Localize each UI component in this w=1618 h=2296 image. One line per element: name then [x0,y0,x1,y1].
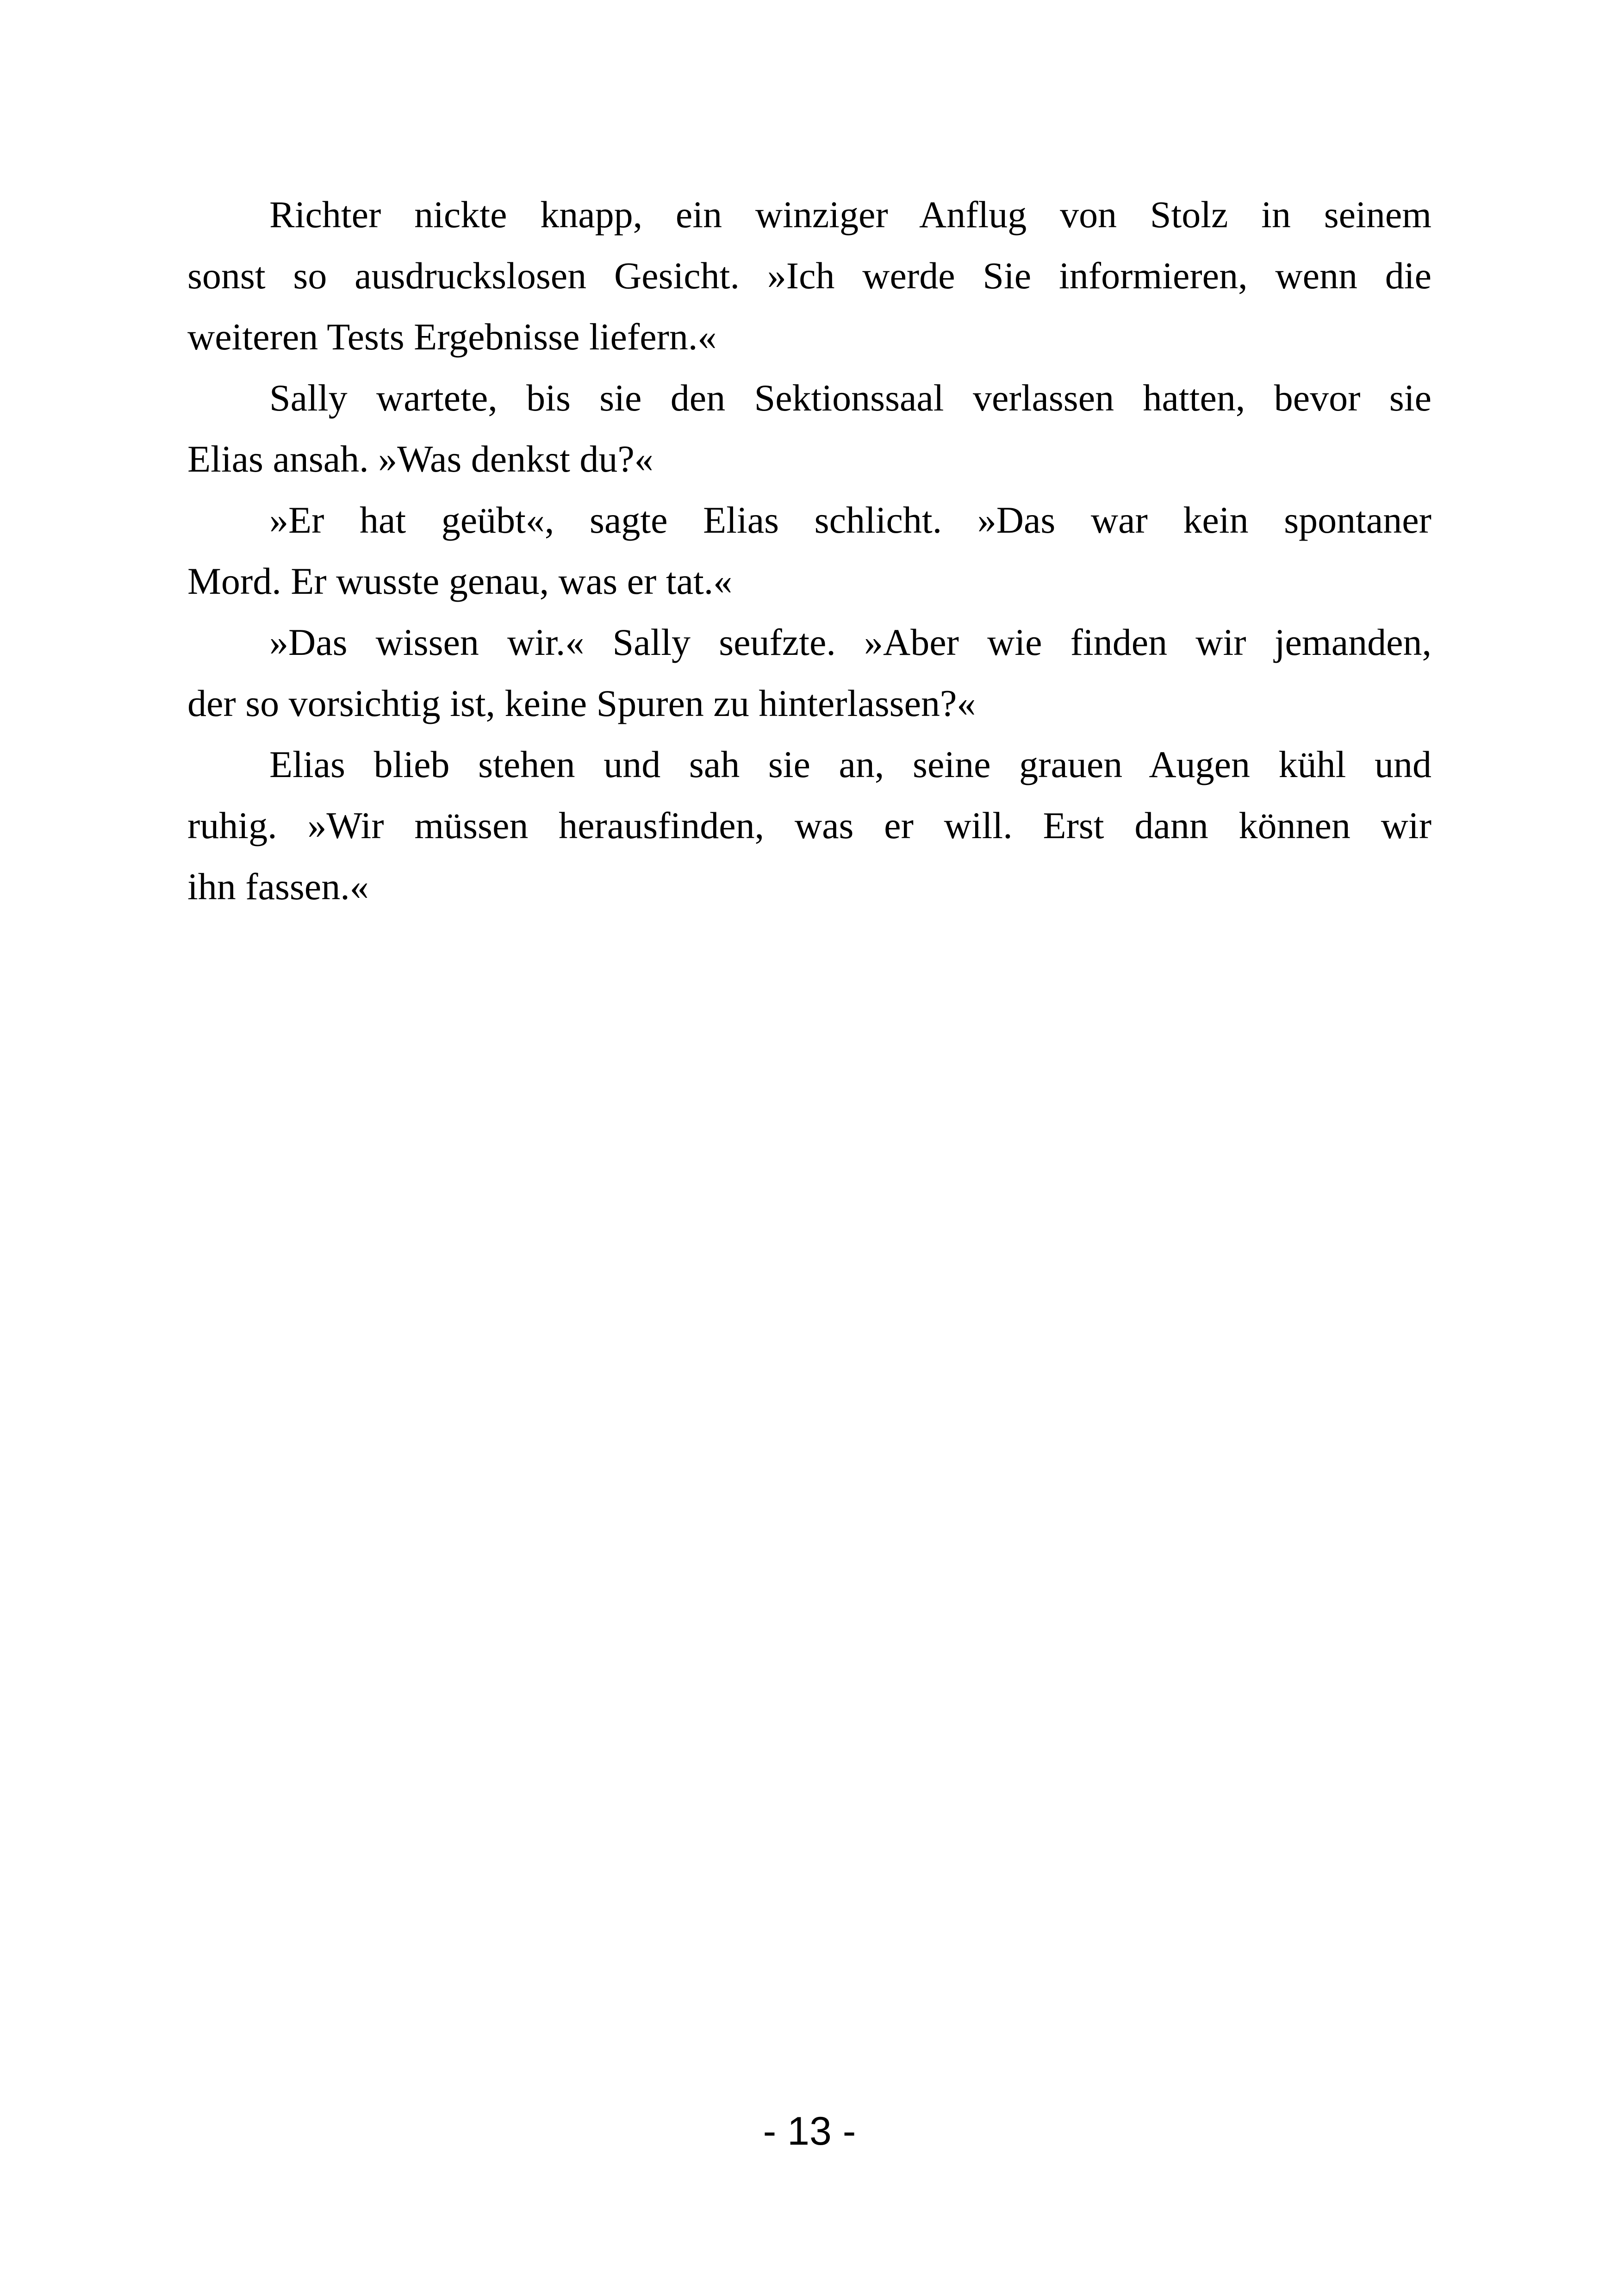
body-line: Elias ansah. »Was denkst du?« [187,438,653,480]
body-line: sonst so ausdruckslosen Gesicht. »Ich werde Sie informieren, wenn die [187,255,1431,297]
body-line: der so vorsichtig ist, keine Spuren zu hinterlassen?« [187,682,976,724]
body-text [187,184,1431,917]
body-line: »Das wissen wir.« Sally seufzte. »Aber wie finden wir jemanden, [269,621,1431,663]
paragraph [187,490,1431,612]
body-line: Elias blieb stehen und sah sie an, seine grauen Augen kühl und [269,743,1431,785]
paragraph [187,734,1431,917]
body-line: Mord. Er wusste genau, was er tat.« [187,560,733,602]
body-line: Richter nickte knapp, ein winziger Anflug von Stolz in seinem [269,193,1431,236]
body-line: Sally wartete, bis sie den Sektionssaal verlassen hatten, bevor sie [269,377,1431,419]
body-line: ruhig. »Wir müssen herausfinden, was er will. Erst dann können wir [187,804,1431,846]
page-number: - 13 - [763,2109,856,2153]
body-line: »Er hat geübt«, sagte Elias schlicht. »Das war kein spontaner [269,499,1431,541]
page-footer [187,2111,1431,2151]
body-line: ihn fassen.« [187,865,369,908]
paragraph [187,367,1431,490]
paragraph [187,612,1431,734]
paragraph [187,184,1431,367]
body-line: weiteren Tests Ergebnisse liefern.« [187,316,717,358]
